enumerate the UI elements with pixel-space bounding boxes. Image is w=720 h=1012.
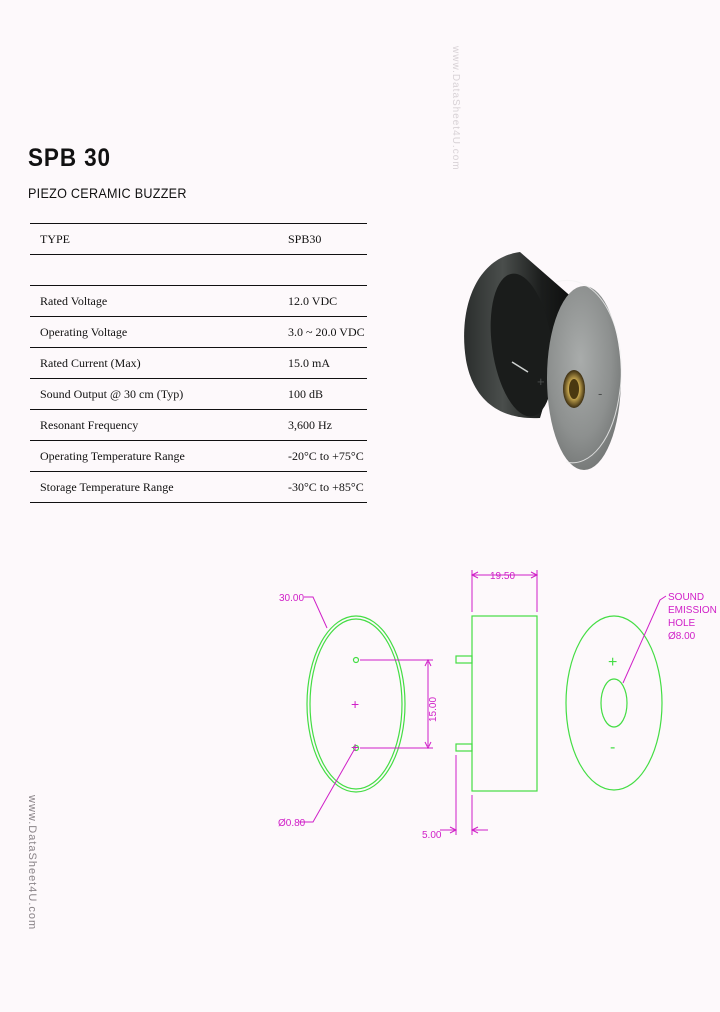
spec-value: -20°C to +75°C <box>288 449 364 463</box>
spec-label: Sound Output @ 30 cm (Typ) <box>40 387 184 401</box>
page-subtitle: PIEZO CERAMIC BUZZER <box>28 185 187 201</box>
hole-label-line3: HOLE <box>668 618 696 629</box>
watermark-top: www.DataSheet4U.com <box>450 46 461 171</box>
spec-value: 3,600 Hz <box>288 418 332 432</box>
hole-label-line1: SOUND <box>668 592 705 603</box>
spec-value: 100 dB <box>288 387 324 401</box>
front-dimension-lines <box>299 597 433 822</box>
rear-minus-sign: - <box>610 739 616 756</box>
rear-plus-sign: + <box>608 654 618 671</box>
spec-value: 15.0 mA <box>288 356 330 370</box>
diameter-dim: 30.00 <box>279 593 305 604</box>
spec-label: Rated Voltage <box>40 294 108 308</box>
pin-length-dim: 5.00 <box>422 830 442 841</box>
spec-value: 12.0 VDC <box>288 294 338 308</box>
spec-label: Storage Temperature Range <box>40 480 174 494</box>
spec-value: -30°C to +85°C <box>288 480 364 494</box>
hole-leader-line <box>623 596 666 683</box>
page-title: SPB 30 <box>28 144 111 172</box>
svg-text:+: + <box>537 374 545 389</box>
front-plus-sign: + <box>351 696 360 712</box>
drawing-rear-view <box>566 616 662 790</box>
hole-label-line2: EMISSION <box>668 605 717 616</box>
buzzer-photo <box>464 252 621 470</box>
spec-label: Operating Temperature Range <box>40 449 185 463</box>
height-dim: 19.50 <box>490 571 516 582</box>
type-value: SPB30 <box>288 232 322 246</box>
spec-label: Rated Current (Max) <box>40 356 141 370</box>
pin-diameter-dim: Ø0.80 <box>278 818 306 829</box>
drawing-side-view <box>456 616 537 791</box>
pin-spacing-dim: 15.00 <box>428 696 439 722</box>
watermark-side: www.DataSheet4U.com <box>26 795 38 931</box>
hole-label-line4: Ø8.00 <box>668 631 696 642</box>
spec-label: Resonant Frequency <box>40 418 139 432</box>
spec-value: 3.0 ~ 20.0 VDC <box>288 325 365 339</box>
side-dimension-lines <box>440 570 537 835</box>
front-pin-plus: + <box>351 739 360 755</box>
spec-label: Operating Voltage <box>40 325 128 339</box>
svg-text:-: - <box>598 386 603 401</box>
type-label: TYPE <box>40 232 70 246</box>
